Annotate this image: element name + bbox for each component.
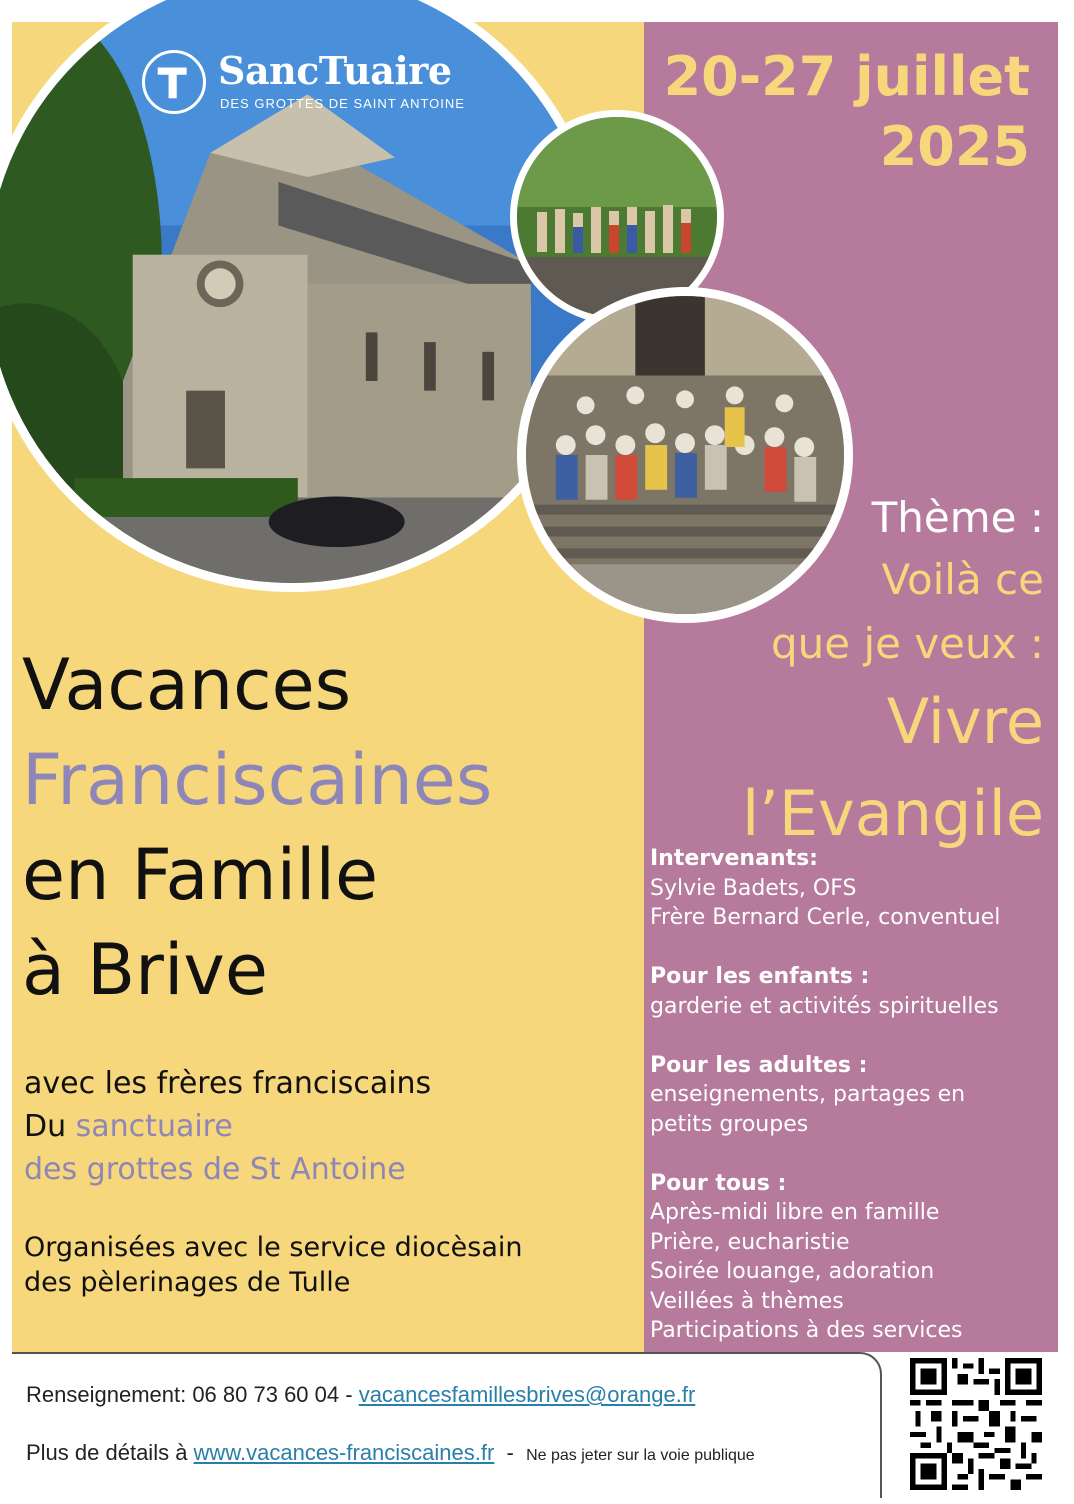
info-heading: Intervenants: bbox=[650, 846, 818, 871]
info-line: enseignements, partages en bbox=[650, 1082, 966, 1107]
date-year: 2025 bbox=[879, 115, 1030, 178]
info-line: petits groupes bbox=[650, 1111, 809, 1137]
organizers-text bbox=[24, 1062, 431, 1191]
qr-code-icon[interactable] bbox=[910, 1358, 1042, 1490]
theme-line-3: Vivre bbox=[886, 685, 1044, 758]
subtitle-line-3: des grottes de St Antoine bbox=[24, 1152, 406, 1187]
info-line: garderie et activités spirituelles bbox=[650, 993, 999, 1019]
info-line: Veillées à thèmes bbox=[650, 1288, 844, 1314]
tau-cross-icon bbox=[142, 50, 206, 114]
subtitle-line-1: avec les frères franciscains bbox=[24, 1066, 432, 1101]
info-heading: Pour les enfants : bbox=[650, 964, 870, 989]
info-line: Prière, eucharistie bbox=[650, 1229, 850, 1255]
poster bbox=[12, 22, 1058, 1352]
info-block-everyone bbox=[650, 1169, 1056, 1346]
subtitle-line-2 bbox=[24, 1105, 431, 1148]
info-block-speakers bbox=[650, 844, 1056, 933]
theme-block bbox=[742, 488, 1044, 860]
notice-text: Ne pas jeter sur la voie publique bbox=[526, 1447, 755, 1464]
info-line: Soirée louange, adoration bbox=[650, 1259, 935, 1284]
theme-line-2: que je veux : bbox=[771, 619, 1044, 668]
organized-with-text bbox=[24, 1230, 523, 1300]
title-line-4: à Brive bbox=[22, 929, 268, 1011]
title-line-2: Franciscaines bbox=[22, 739, 493, 821]
info-block-children bbox=[650, 962, 1056, 1021]
sanctuaire-logo bbox=[142, 46, 465, 116]
separator: - bbox=[494, 1440, 527, 1465]
info-line: Participations à des services bbox=[650, 1318, 963, 1343]
org-line-2: des pèlerinages de Tulle bbox=[24, 1267, 351, 1298]
info-line: Sylvie Badets, OFS bbox=[650, 875, 857, 901]
details-label: Plus de détails à bbox=[26, 1440, 194, 1465]
footer bbox=[12, 1352, 1058, 1502]
subtitle-line-2-prefix: Du bbox=[24, 1109, 76, 1144]
subtitle-line-2-highlight: sanctuaire bbox=[75, 1109, 233, 1144]
info-block-adults bbox=[650, 1051, 1056, 1140]
title-line-3: en Famille bbox=[22, 834, 379, 916]
theme-line-4: l’Evangile bbox=[741, 777, 1044, 850]
info-line: Après-midi libre en famille bbox=[650, 1200, 940, 1225]
footer-contact-box bbox=[12, 1352, 882, 1498]
email-link[interactable]: vacancesfamillesbrives@orange.fr bbox=[358, 1382, 696, 1407]
info-heading: Pour les adultes : bbox=[650, 1052, 868, 1078]
org-line-1: Organisées avec le service diocèsain bbox=[24, 1232, 523, 1263]
contact-label: Renseignement: 06 80 73 60 04 - bbox=[26, 1382, 359, 1407]
website-link[interactable]: www.vacances-franciscaines.fr bbox=[193, 1440, 495, 1465]
info-heading: Pour tous : bbox=[650, 1170, 787, 1196]
logo-name: SancTuaire bbox=[218, 48, 452, 93]
info-line: Frère Bernard Cerle, conventuel bbox=[650, 905, 1001, 930]
date-range: 20-27 juillet bbox=[663, 45, 1030, 108]
details-line bbox=[26, 1440, 755, 1466]
program-info bbox=[650, 844, 1056, 1375]
event-dates bbox=[664, 42, 1030, 182]
title-line-1: Vacances bbox=[22, 644, 352, 726]
main-title bbox=[22, 638, 492, 1018]
theme-line-1: Voilà ce bbox=[881, 555, 1044, 604]
logo-subtitle: DES GROTTES DE SAINT ANTOINE bbox=[220, 96, 465, 111]
theme-label: Thème : bbox=[871, 493, 1044, 542]
contact-line bbox=[26, 1382, 695, 1408]
